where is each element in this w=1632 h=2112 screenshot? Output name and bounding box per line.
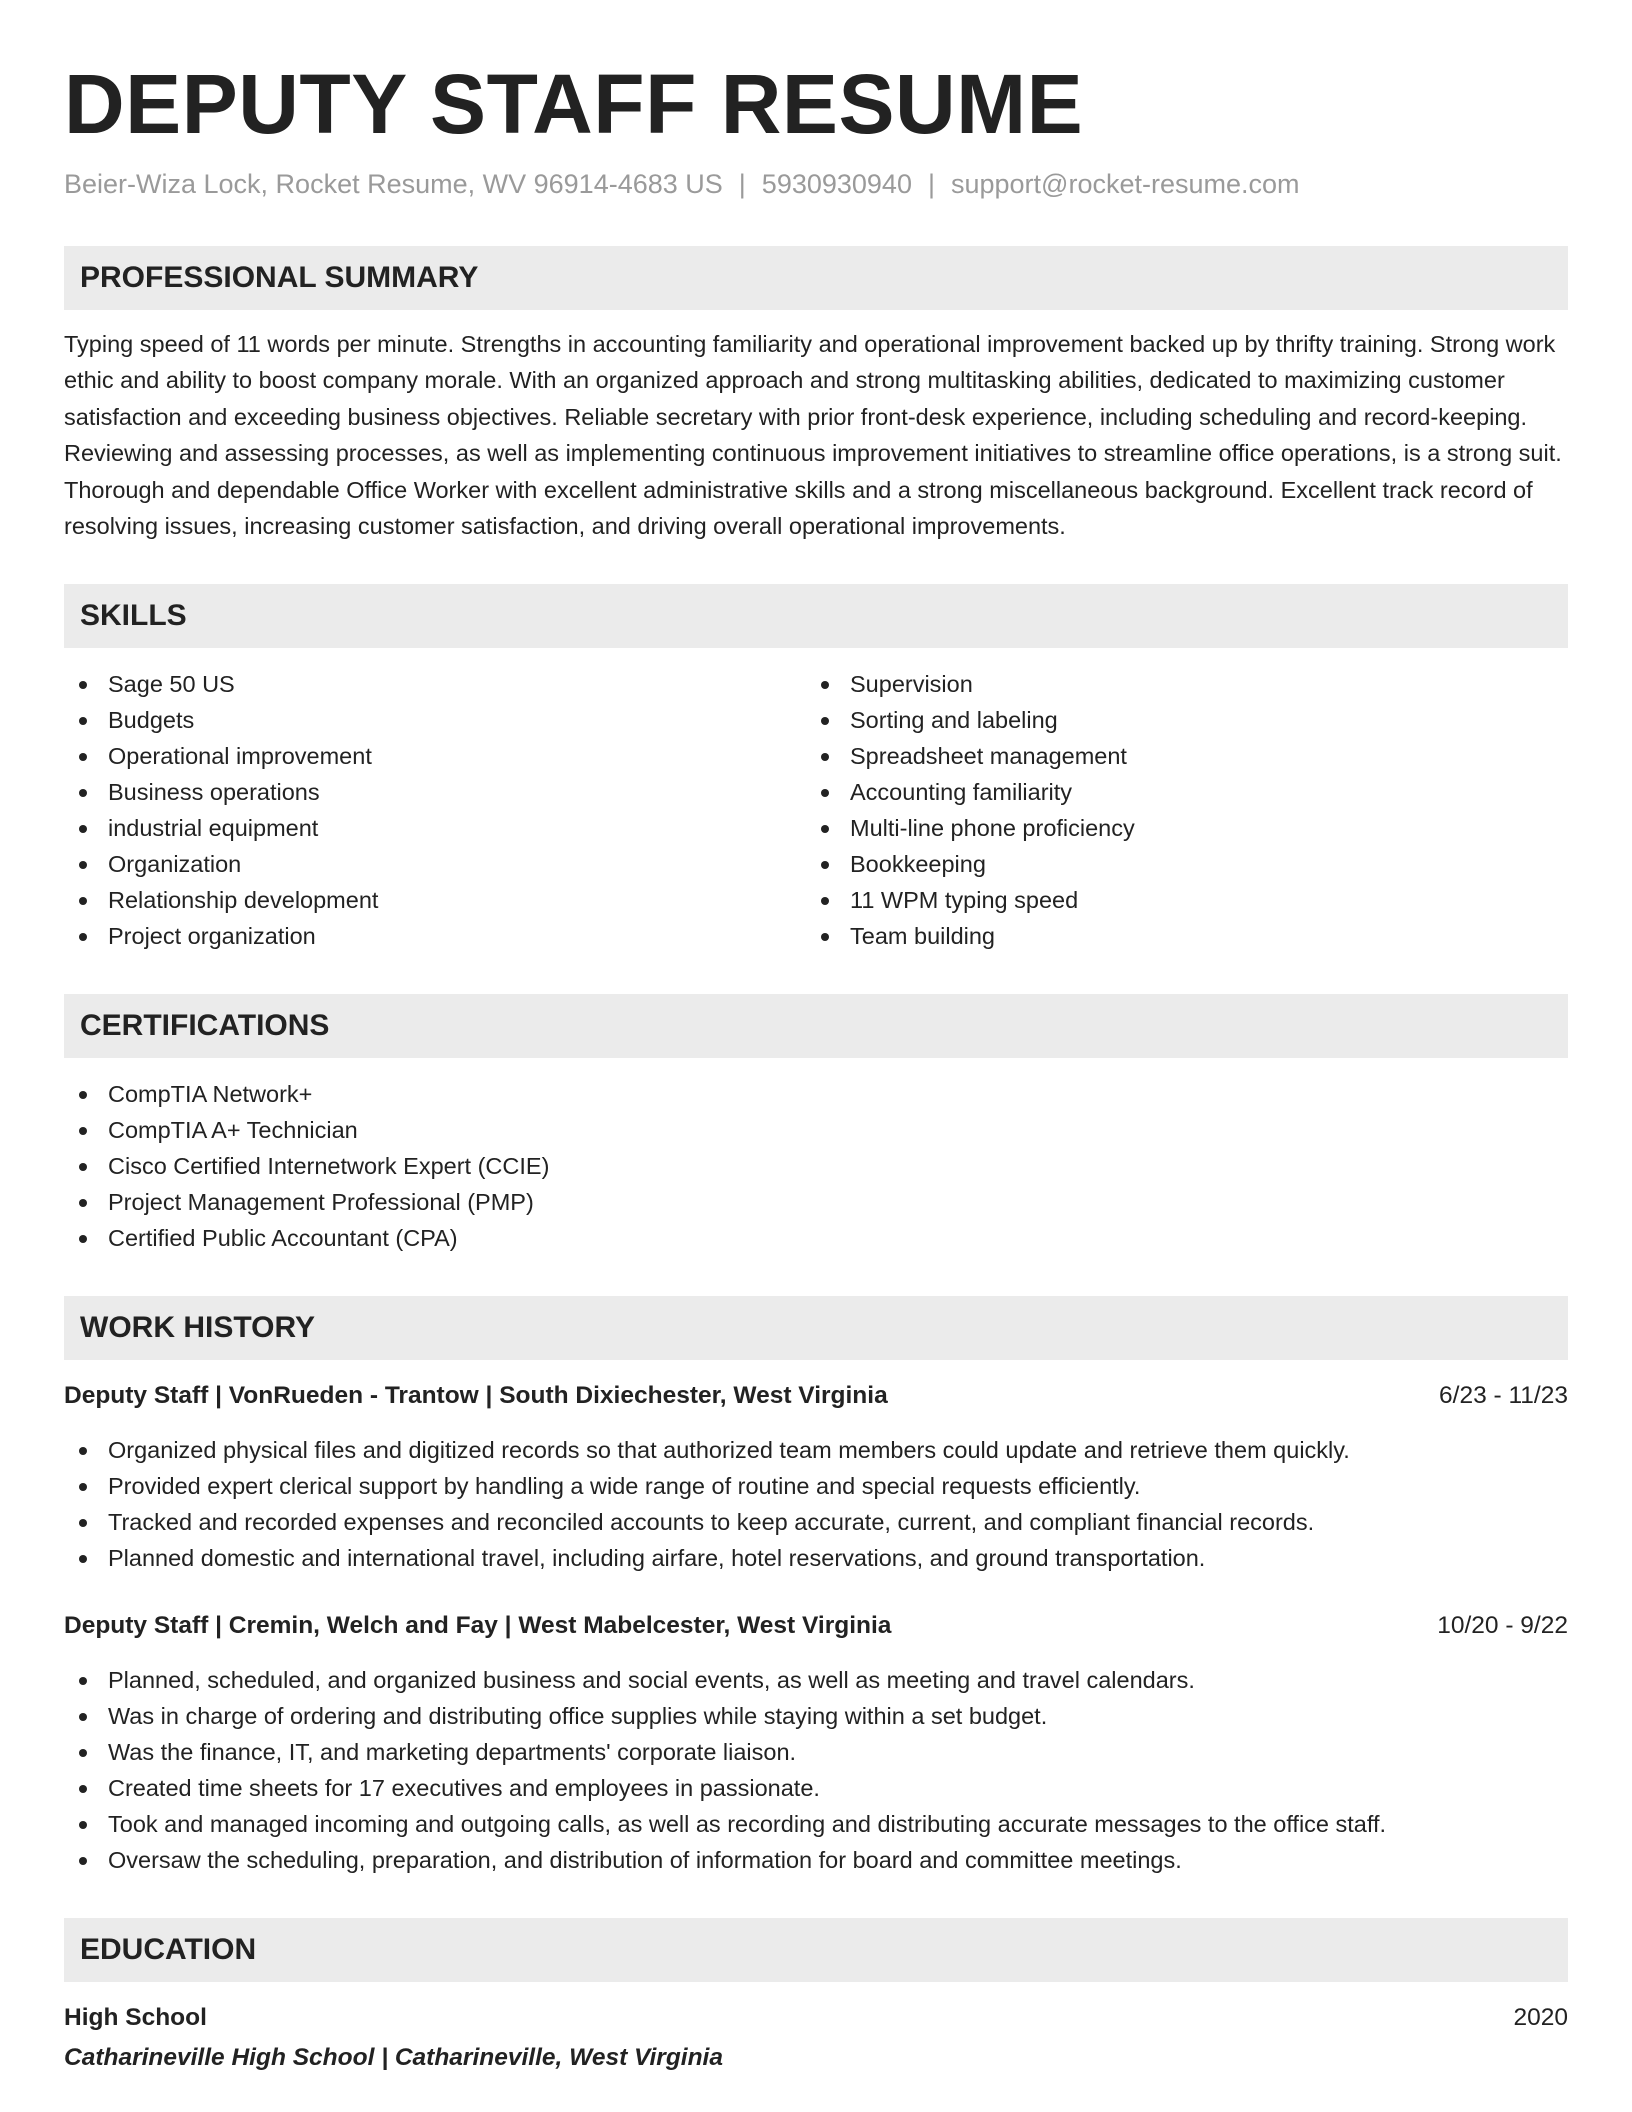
- skills-list-right: [806, 666, 1548, 954]
- section-header-skills: SKILLS: [64, 584, 1568, 648]
- certification-item: CompTIA Network+: [64, 1076, 1568, 1112]
- section-header-work-history: WORK HISTORY: [64, 1296, 1568, 1360]
- job-bullet: Planned domestic and international travel, including airfare, hotel reservations, and ground transportation.: [64, 1540, 1568, 1576]
- job-bullet: Planned, scheduled, and organized business and social events, as well as meeting and travel calendars.: [64, 1662, 1568, 1698]
- skill-item: Project organization: [64, 918, 806, 954]
- skill-item: Sage 50 US: [64, 666, 806, 702]
- certification-item: Cisco Certified Internetwork Expert (CCIE): [64, 1148, 1568, 1184]
- skills-grid: [64, 666, 1568, 954]
- education-header: [64, 2000, 1568, 2036]
- contact-email: support@rocket-resume.com: [950, 169, 1300, 199]
- job-bullets: [64, 1662, 1568, 1878]
- skill-item: Supervision: [806, 666, 1548, 702]
- job-bullet: Was the finance, IT, and marketing departments' corporate liaison.: [64, 1734, 1568, 1770]
- contact-phone: 5930930940: [761, 169, 912, 199]
- job-dates: 6/23 - 11/23: [1439, 1382, 1568, 1410]
- contact-line: [64, 166, 1568, 202]
- job-bullet: Oversaw the scheduling, preparation, and distribution of information for board and committee meetings.: [64, 1842, 1568, 1878]
- skill-item: Multi-line phone proficiency: [806, 810, 1548, 846]
- job-bullet: Provided expert clerical support by handling a wide range of routine and special requests efficiently.: [64, 1468, 1568, 1504]
- skill-item: Relationship development: [64, 882, 806, 918]
- resume-page: [64, 56, 1568, 2076]
- contact-separator: |: [738, 169, 746, 199]
- summary-text: Typing speed of 11 words per minute. Strengths in accounting familiarity and operational improvement backed up by thrifty training. Strong work ethic and ability to boost company morale. With an organized approach and strong multitasking abilities, dedicated to maximizing customer satisfaction and exceeding business objectives. Reliable secretary with prior front-desk experience, including scheduling and record-keeping. Reviewing and assessing processes, as well as implementing continuous improvement initiatives to streamline office operations, is a strong suit. Thorough and dependable Office Worker with excellent administrative skills and a strong miscellaneous background. Excellent track record of resolving issues, increasing customer satisfaction, and driving overall operational improvements.: [64, 331, 1562, 540]
- job-title: Deputy Staff | Cremin, Welch and Fay | West Mabelcester, West Virginia: [64, 1612, 892, 1640]
- certification-item: Certified Public Accountant (CPA): [64, 1220, 1568, 1256]
- education-school: Catharineville High School | Catharineville, West Virginia: [64, 2044, 723, 2072]
- education-degree: High School: [64, 2004, 207, 2032]
- skill-item: Sorting and labeling: [806, 702, 1548, 738]
- certification-item: CompTIA A+ Technician: [64, 1112, 1568, 1148]
- job-bullet: Created time sheets for 17 executives and employees in passionate.: [64, 1770, 1568, 1806]
- job-header: [64, 1378, 1568, 1414]
- contact-address: Beier-Wiza Lock, Rocket Resume, WV 96914-4683 US: [64, 169, 723, 199]
- skill-item: Organization: [64, 846, 806, 882]
- section-header-summary: PROFESSIONAL SUMMARY: [64, 246, 1568, 310]
- job-dates: 10/20 - 9/22: [1437, 1612, 1568, 1640]
- skill-item: Accounting familiarity: [806, 774, 1548, 810]
- skill-item: Operational improvement: [64, 738, 806, 774]
- skill-item: Bookkeeping: [806, 846, 1548, 882]
- job-bullets: [64, 1432, 1568, 1576]
- skill-item: Team building: [806, 918, 1548, 954]
- skill-item: Business operations: [64, 774, 806, 810]
- job-bullet: Was in charge of ordering and distributing office supplies while staying within a set budget.: [64, 1698, 1568, 1734]
- skill-item: Spreadsheet management: [806, 738, 1548, 774]
- skill-item: industrial equipment: [64, 810, 806, 846]
- job-header: [64, 1608, 1568, 1644]
- certifications-list: [64, 1076, 1568, 1256]
- job-bullet: Took and managed incoming and outgoing calls, as well as recording and distributing accurate messages to the office staff.: [64, 1806, 1568, 1842]
- certification-item: Project Management Professional (PMP): [64, 1184, 1568, 1220]
- education-year: 2020: [1513, 2004, 1568, 2032]
- skill-item: 11 WPM typing speed: [806, 882, 1548, 918]
- skills-list-left: [64, 666, 806, 954]
- job-bullet: Organized physical files and digitized records so that authorized team members could update and retrieve them quickly.: [64, 1432, 1568, 1468]
- resume-title: DEPUTY STAFF RESUME: [64, 57, 1084, 151]
- job-bullet: Tracked and recorded expenses and reconciled accounts to keep accurate, current, and compliant financial records.: [64, 1504, 1568, 1540]
- skill-item: Budgets: [64, 702, 806, 738]
- contact-separator: |: [927, 169, 935, 199]
- job-title: Deputy Staff | VonRueden - Trantow | South Dixiechester, West Virginia: [64, 1382, 888, 1410]
- section-header-certifications: CERTIFICATIONS: [64, 994, 1568, 1058]
- section-header-education: EDUCATION: [64, 1918, 1568, 1982]
